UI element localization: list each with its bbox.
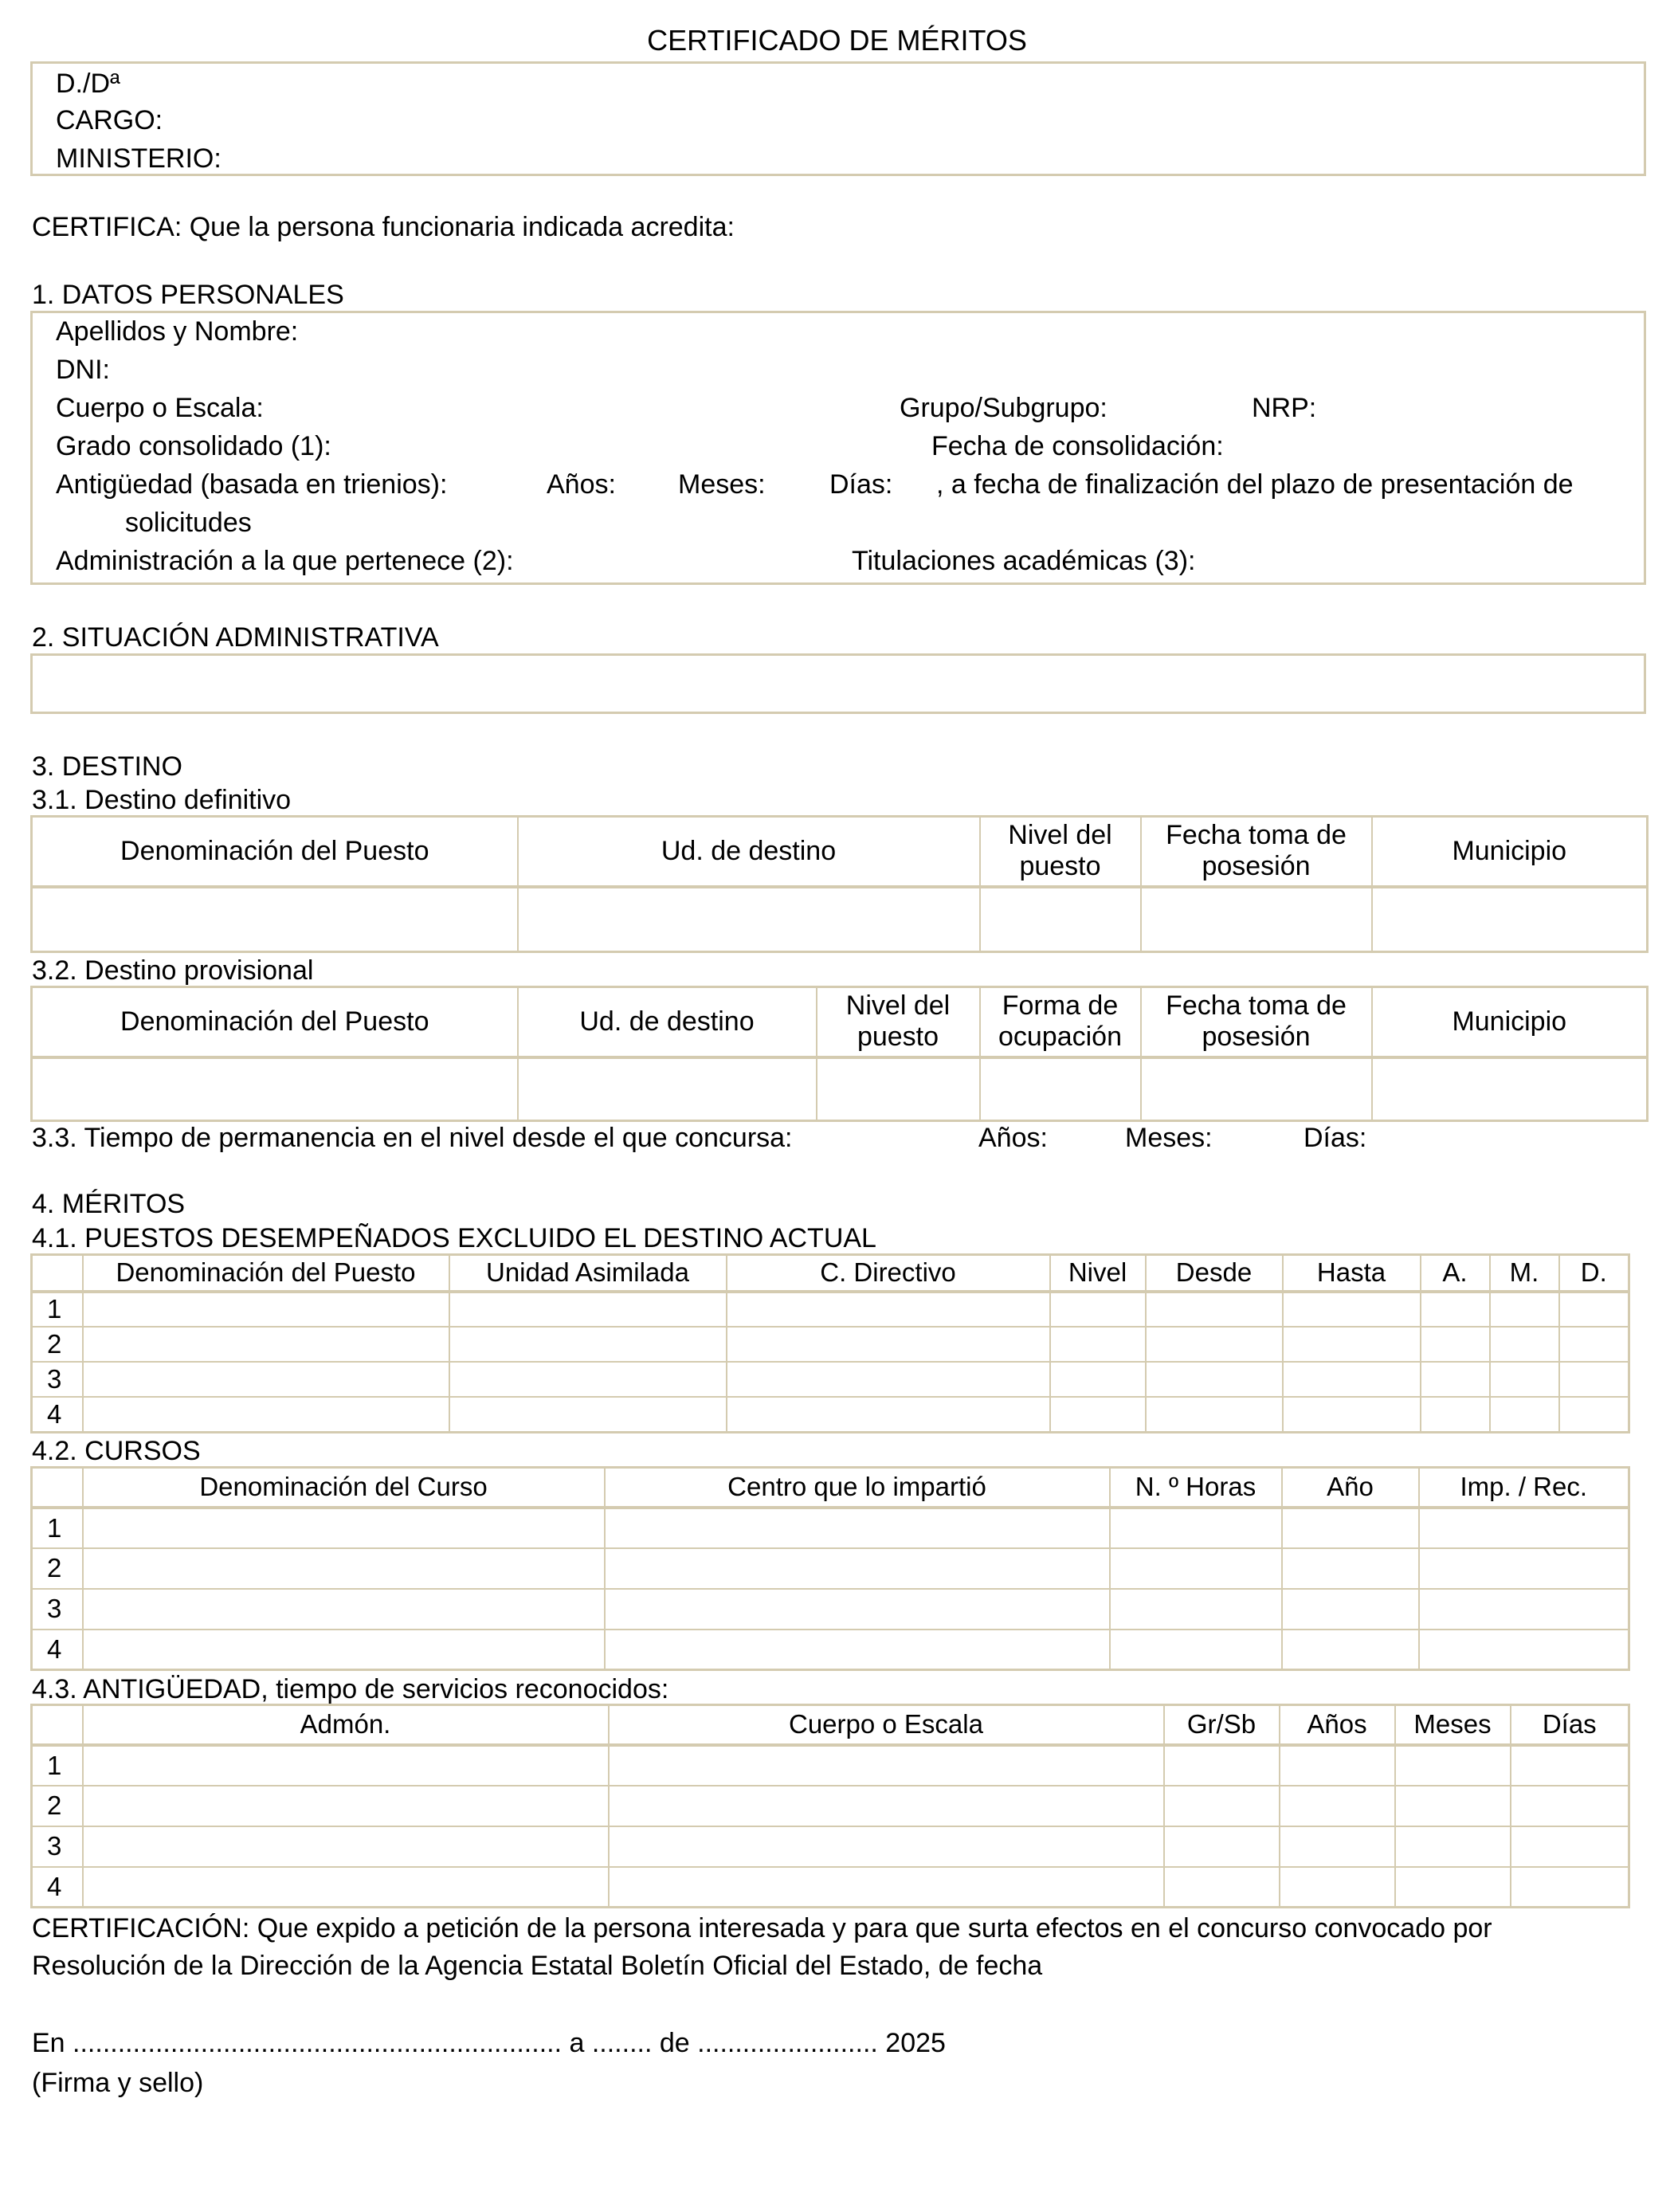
col-hasta: Hasta	[1283, 1255, 1421, 1292]
cell[interactable]	[609, 1826, 1164, 1867]
cell[interactable]	[1511, 1786, 1629, 1826]
col-dias: D.	[1559, 1255, 1629, 1292]
cell[interactable]	[83, 1508, 605, 1548]
cell[interactable]	[1511, 1867, 1629, 1908]
cell[interactable]	[605, 1589, 1110, 1630]
header-box	[30, 61, 1646, 176]
col-denominacion-puesto: Denominación del Puesto	[83, 1255, 449, 1292]
cell[interactable]	[1559, 1327, 1629, 1362]
cell[interactable]	[1395, 1867, 1511, 1908]
col-dias: Días	[1511, 1705, 1629, 1745]
section4-heading: 4. MÉRITOS	[32, 1189, 186, 1219]
cell[interactable]	[1110, 1508, 1282, 1548]
col-nivel-puesto: Nivel del puesto	[980, 817, 1141, 887]
cell-forma-ocupacion[interactable]	[980, 1057, 1141, 1121]
field-antiguedad: Antigüedad (basada en trienios):	[56, 469, 448, 500]
row-number: 4	[32, 1397, 83, 1432]
field-cargo[interactable]: CARGO:	[56, 105, 163, 135]
permanencia-anos[interactable]: Años:	[978, 1123, 1048, 1153]
certificacion-line-1: CERTIFICACIÓN: Que expido a petición de la persona interesada y para que surta efectos en el concurso convocado por	[32, 1913, 1492, 1943]
cell[interactable]	[1280, 1826, 1395, 1867]
table-row	[32, 1867, 1629, 1908]
cell[interactable]	[1421, 1292, 1490, 1327]
col-meses: M.	[1490, 1255, 1559, 1292]
signature-label: (Firma y sello)	[32, 2068, 204, 2098]
table-row	[32, 1397, 1629, 1432]
field-antiguedad-anos[interactable]: Años:	[547, 469, 616, 500]
cell[interactable]	[727, 1362, 1050, 1397]
permanencia-label: 3.3. Tiempo de permanencia en el nivel desde el que concursa:	[32, 1123, 793, 1153]
cell[interactable]	[1283, 1362, 1421, 1397]
cell-municipio[interactable]	[1372, 887, 1648, 952]
field-titulaciones[interactable]: Titulaciones académicas (3):	[852, 546, 1196, 576]
cell[interactable]	[1050, 1292, 1146, 1327]
col-index	[32, 1705, 83, 1745]
cell[interactable]	[727, 1327, 1050, 1362]
table-row	[32, 1630, 1629, 1670]
row-number: 3	[32, 1589, 83, 1630]
cell[interactable]	[83, 1292, 449, 1327]
cell[interactable]	[1283, 1397, 1421, 1432]
field-grado-consolidado[interactable]: Grado consolidado (1):	[56, 431, 331, 461]
cell[interactable]	[727, 1397, 1050, 1432]
cell[interactable]	[1419, 1548, 1629, 1589]
section3-heading: 3. DESTINO	[32, 751, 182, 782]
destino-definitivo-heading: 3.1. Destino definitivo	[32, 785, 292, 815]
cell[interactable]	[605, 1630, 1110, 1670]
col-municipio: Municipio	[1372, 817, 1648, 887]
col-centro-imparticion: Centro que lo impartió	[605, 1468, 1110, 1508]
col-ano: Año	[1282, 1468, 1419, 1508]
cell[interactable]	[1282, 1630, 1419, 1670]
antiguedad-heading: 4.3. ANTIGÜEDAD, tiempo de servicios reconocidos:	[32, 1674, 669, 1704]
table-row	[32, 1786, 1629, 1826]
certifica-text: CERTIFICA: Que la persona funcionaria indicada acredita:	[32, 212, 735, 242]
cell[interactable]	[449, 1327, 727, 1362]
section1-heading: 1. DATOS PERSONALES	[32, 280, 344, 310]
row-number: 2	[32, 1548, 83, 1589]
cell[interactable]	[1164, 1826, 1280, 1867]
col-anos: A.	[1421, 1255, 1490, 1292]
col-nivel-puesto: Nivel del puesto	[817, 987, 980, 1057]
cell[interactable]	[1282, 1508, 1419, 1548]
row-number: 2	[32, 1327, 83, 1362]
cell[interactable]	[83, 1786, 609, 1826]
table-row	[32, 1589, 1629, 1630]
row-number: 4	[32, 1630, 83, 1670]
col-c-directivo: C. Directivo	[727, 1255, 1050, 1292]
cell[interactable]	[83, 1867, 609, 1908]
field-apellidos-nombre[interactable]: Apellidos y Nombre:	[56, 316, 299, 347]
cell-ud-destino[interactable]	[518, 887, 980, 952]
table-row	[32, 1362, 1629, 1397]
cell[interactable]	[1421, 1397, 1490, 1432]
cell[interactable]	[83, 1589, 605, 1630]
cell[interactable]	[449, 1292, 727, 1327]
row-number: 1	[32, 1292, 83, 1327]
antiguedad-suffix: , a fecha de finalización del plazo de presentación de	[936, 469, 1574, 500]
table-row	[32, 1548, 1629, 1589]
cell[interactable]	[1511, 1745, 1629, 1786]
cell-denominacion[interactable]	[32, 887, 518, 952]
col-ud-destino: Ud. de destino	[518, 987, 817, 1057]
col-denominacion-puesto: Denominación del Puesto	[32, 987, 518, 1057]
cell[interactable]	[609, 1745, 1164, 1786]
section2-heading: 2. SITUACIÓN ADMINISTRATIVA	[32, 622, 439, 653]
row-number: 1	[32, 1508, 83, 1548]
cell[interactable]	[83, 1630, 605, 1670]
cell[interactable]	[1559, 1362, 1629, 1397]
cell[interactable]	[1050, 1397, 1146, 1432]
col-cuerpo-escala: Cuerpo o Escala	[609, 1705, 1164, 1745]
cell[interactable]	[1490, 1327, 1559, 1362]
col-denominacion-curso: Denominación del Curso	[83, 1468, 605, 1508]
cell[interactable]	[1146, 1292, 1283, 1327]
cell[interactable]	[449, 1397, 727, 1432]
cell[interactable]	[1419, 1589, 1629, 1630]
cell[interactable]	[1146, 1327, 1283, 1362]
field-grupo-subgrupo[interactable]: Grupo/Subgrupo:	[900, 393, 1108, 423]
col-unidad-asimilada: Unidad Asimilada	[449, 1255, 727, 1292]
field-antiguedad-dias[interactable]: Días:	[829, 469, 893, 500]
cell[interactable]	[1559, 1397, 1629, 1432]
cell[interactable]	[1110, 1589, 1282, 1630]
place-date-line[interactable]: En ................................................................. a ........ de ........................ 2025	[32, 2028, 946, 2058]
cell[interactable]	[449, 1362, 727, 1397]
field-cuerpo-escala[interactable]: Cuerpo o Escala:	[56, 393, 264, 423]
field-fecha-consolidacion[interactable]: Fecha de consolidación:	[931, 431, 1224, 461]
col-index	[32, 1468, 83, 1508]
cell-nivel[interactable]	[817, 1057, 980, 1121]
col-desde: Desde	[1146, 1255, 1283, 1292]
field-dona[interactable]: D./Dª	[56, 69, 120, 99]
cell[interactable]	[605, 1548, 1110, 1589]
cell[interactable]	[1280, 1786, 1395, 1826]
cursos-heading: 4.2. CURSOS	[32, 1436, 201, 1466]
destino-provisional-table	[30, 986, 1649, 1122]
document-title: CERTIFICADO DE MÉRITOS	[647, 24, 1027, 57]
cell[interactable]	[1511, 1826, 1629, 1867]
cell[interactable]	[1280, 1745, 1395, 1786]
cell[interactable]	[1146, 1397, 1283, 1432]
table-row	[32, 1327, 1629, 1362]
col-fecha-posesion: Fecha toma de posesión	[1141, 817, 1372, 887]
cell[interactable]	[1110, 1548, 1282, 1589]
cell[interactable]	[609, 1867, 1164, 1908]
cell[interactable]	[1490, 1397, 1559, 1432]
permanencia-meses[interactable]: Meses:	[1125, 1123, 1213, 1153]
cell[interactable]	[1490, 1292, 1559, 1327]
row-number: 3	[32, 1826, 83, 1867]
col-grupo-subgrupo: Gr/Sb	[1164, 1705, 1280, 1745]
cell[interactable]	[1110, 1630, 1282, 1670]
cell[interactable]	[1559, 1292, 1629, 1327]
cell[interactable]	[83, 1327, 449, 1362]
col-imp-rec: Imp. / Rec.	[1419, 1468, 1629, 1508]
cell[interactable]	[1282, 1548, 1419, 1589]
cell[interactable]	[1050, 1362, 1146, 1397]
cell[interactable]	[83, 1745, 609, 1786]
cell[interactable]	[83, 1548, 605, 1589]
row-number: 3	[32, 1362, 83, 1397]
field-antiguedad-meses[interactable]: Meses:	[678, 469, 766, 500]
table-row	[32, 1826, 1629, 1867]
cell[interactable]	[1395, 1745, 1511, 1786]
puestos-heading: 4.1. PUESTOS DESEMPEÑADOS EXCLUIDO EL DESTINO ACTUAL	[32, 1223, 876, 1253]
col-admon: Admón.	[83, 1705, 609, 1745]
cell[interactable]	[1395, 1786, 1511, 1826]
cell[interactable]	[1282, 1589, 1419, 1630]
cell[interactable]	[1050, 1327, 1146, 1362]
cell-fecha-posesion[interactable]	[1141, 1057, 1372, 1121]
field-administracion[interactable]: Administración a la que pertenece (2):	[56, 546, 514, 576]
antiguedad-table	[30, 1704, 1630, 1908]
cell[interactable]	[1280, 1867, 1395, 1908]
row-number: 1	[32, 1745, 83, 1786]
col-index	[32, 1255, 83, 1292]
cell[interactable]	[605, 1508, 1110, 1548]
cell-municipio[interactable]	[1372, 1057, 1648, 1121]
col-ud-destino: Ud. de destino	[518, 817, 980, 887]
cell-nivel[interactable]	[980, 887, 1141, 952]
cell[interactable]	[609, 1786, 1164, 1826]
cell[interactable]	[83, 1362, 449, 1397]
cell[interactable]	[1421, 1327, 1490, 1362]
destino-provisional-heading: 3.2. Destino provisional	[32, 955, 314, 986]
col-fecha-posesion: Fecha toma de posesión	[1141, 987, 1372, 1057]
row-number: 4	[32, 1867, 83, 1908]
col-anos: Años	[1280, 1705, 1395, 1745]
puestos-desempenados-table	[30, 1253, 1630, 1433]
cell[interactable]	[1419, 1630, 1629, 1670]
cell[interactable]	[1283, 1327, 1421, 1362]
cell-denominacion[interactable]	[32, 1057, 518, 1121]
cell[interactable]	[1164, 1867, 1280, 1908]
col-nivel: Nivel	[1050, 1255, 1146, 1292]
cell[interactable]	[83, 1826, 609, 1867]
certificacion-line-2: Resolución de la Dirección de la Agencia Estatal Boletín Oficial del Estado, de fecha	[32, 1951, 1043, 1981]
field-ministerio[interactable]: MINISTERIO:	[56, 143, 222, 174]
destino-definitivo-table	[30, 815, 1649, 953]
col-numero-horas: N. º Horas	[1110, 1468, 1282, 1508]
row-number: 2	[32, 1786, 83, 1826]
col-meses: Meses	[1395, 1705, 1511, 1745]
table-row	[32, 1292, 1629, 1327]
table-row	[32, 1508, 1629, 1548]
permanencia-dias[interactable]: Días:	[1304, 1123, 1367, 1153]
cell[interactable]	[83, 1397, 449, 1432]
cell[interactable]	[1421, 1362, 1490, 1397]
table-row	[32, 1745, 1629, 1786]
cell[interactable]	[1164, 1786, 1280, 1826]
field-dni[interactable]: DNI:	[56, 355, 110, 385]
cell[interactable]	[1146, 1362, 1283, 1397]
cursos-table	[30, 1466, 1630, 1671]
datos-personales-box	[30, 311, 1646, 585]
cell-fecha-posesion[interactable]	[1141, 887, 1372, 952]
antiguedad-solicitudes: solicitudes	[125, 508, 252, 538]
cell[interactable]	[1395, 1826, 1511, 1867]
cell[interactable]	[1419, 1508, 1629, 1548]
cell[interactable]	[1490, 1362, 1559, 1397]
cell[interactable]	[1283, 1292, 1421, 1327]
col-forma-ocupacion: Forma de ocupación	[980, 987, 1141, 1057]
cell-ud-destino[interactable]	[518, 1057, 817, 1121]
cell[interactable]	[727, 1292, 1050, 1327]
col-municipio: Municipio	[1372, 987, 1648, 1057]
field-nrp[interactable]: NRP:	[1252, 393, 1317, 423]
cell[interactable]	[1164, 1745, 1280, 1786]
col-denominacion-puesto: Denominación del Puesto	[32, 817, 518, 887]
situacion-administrativa-field[interactable]	[30, 653, 1646, 714]
